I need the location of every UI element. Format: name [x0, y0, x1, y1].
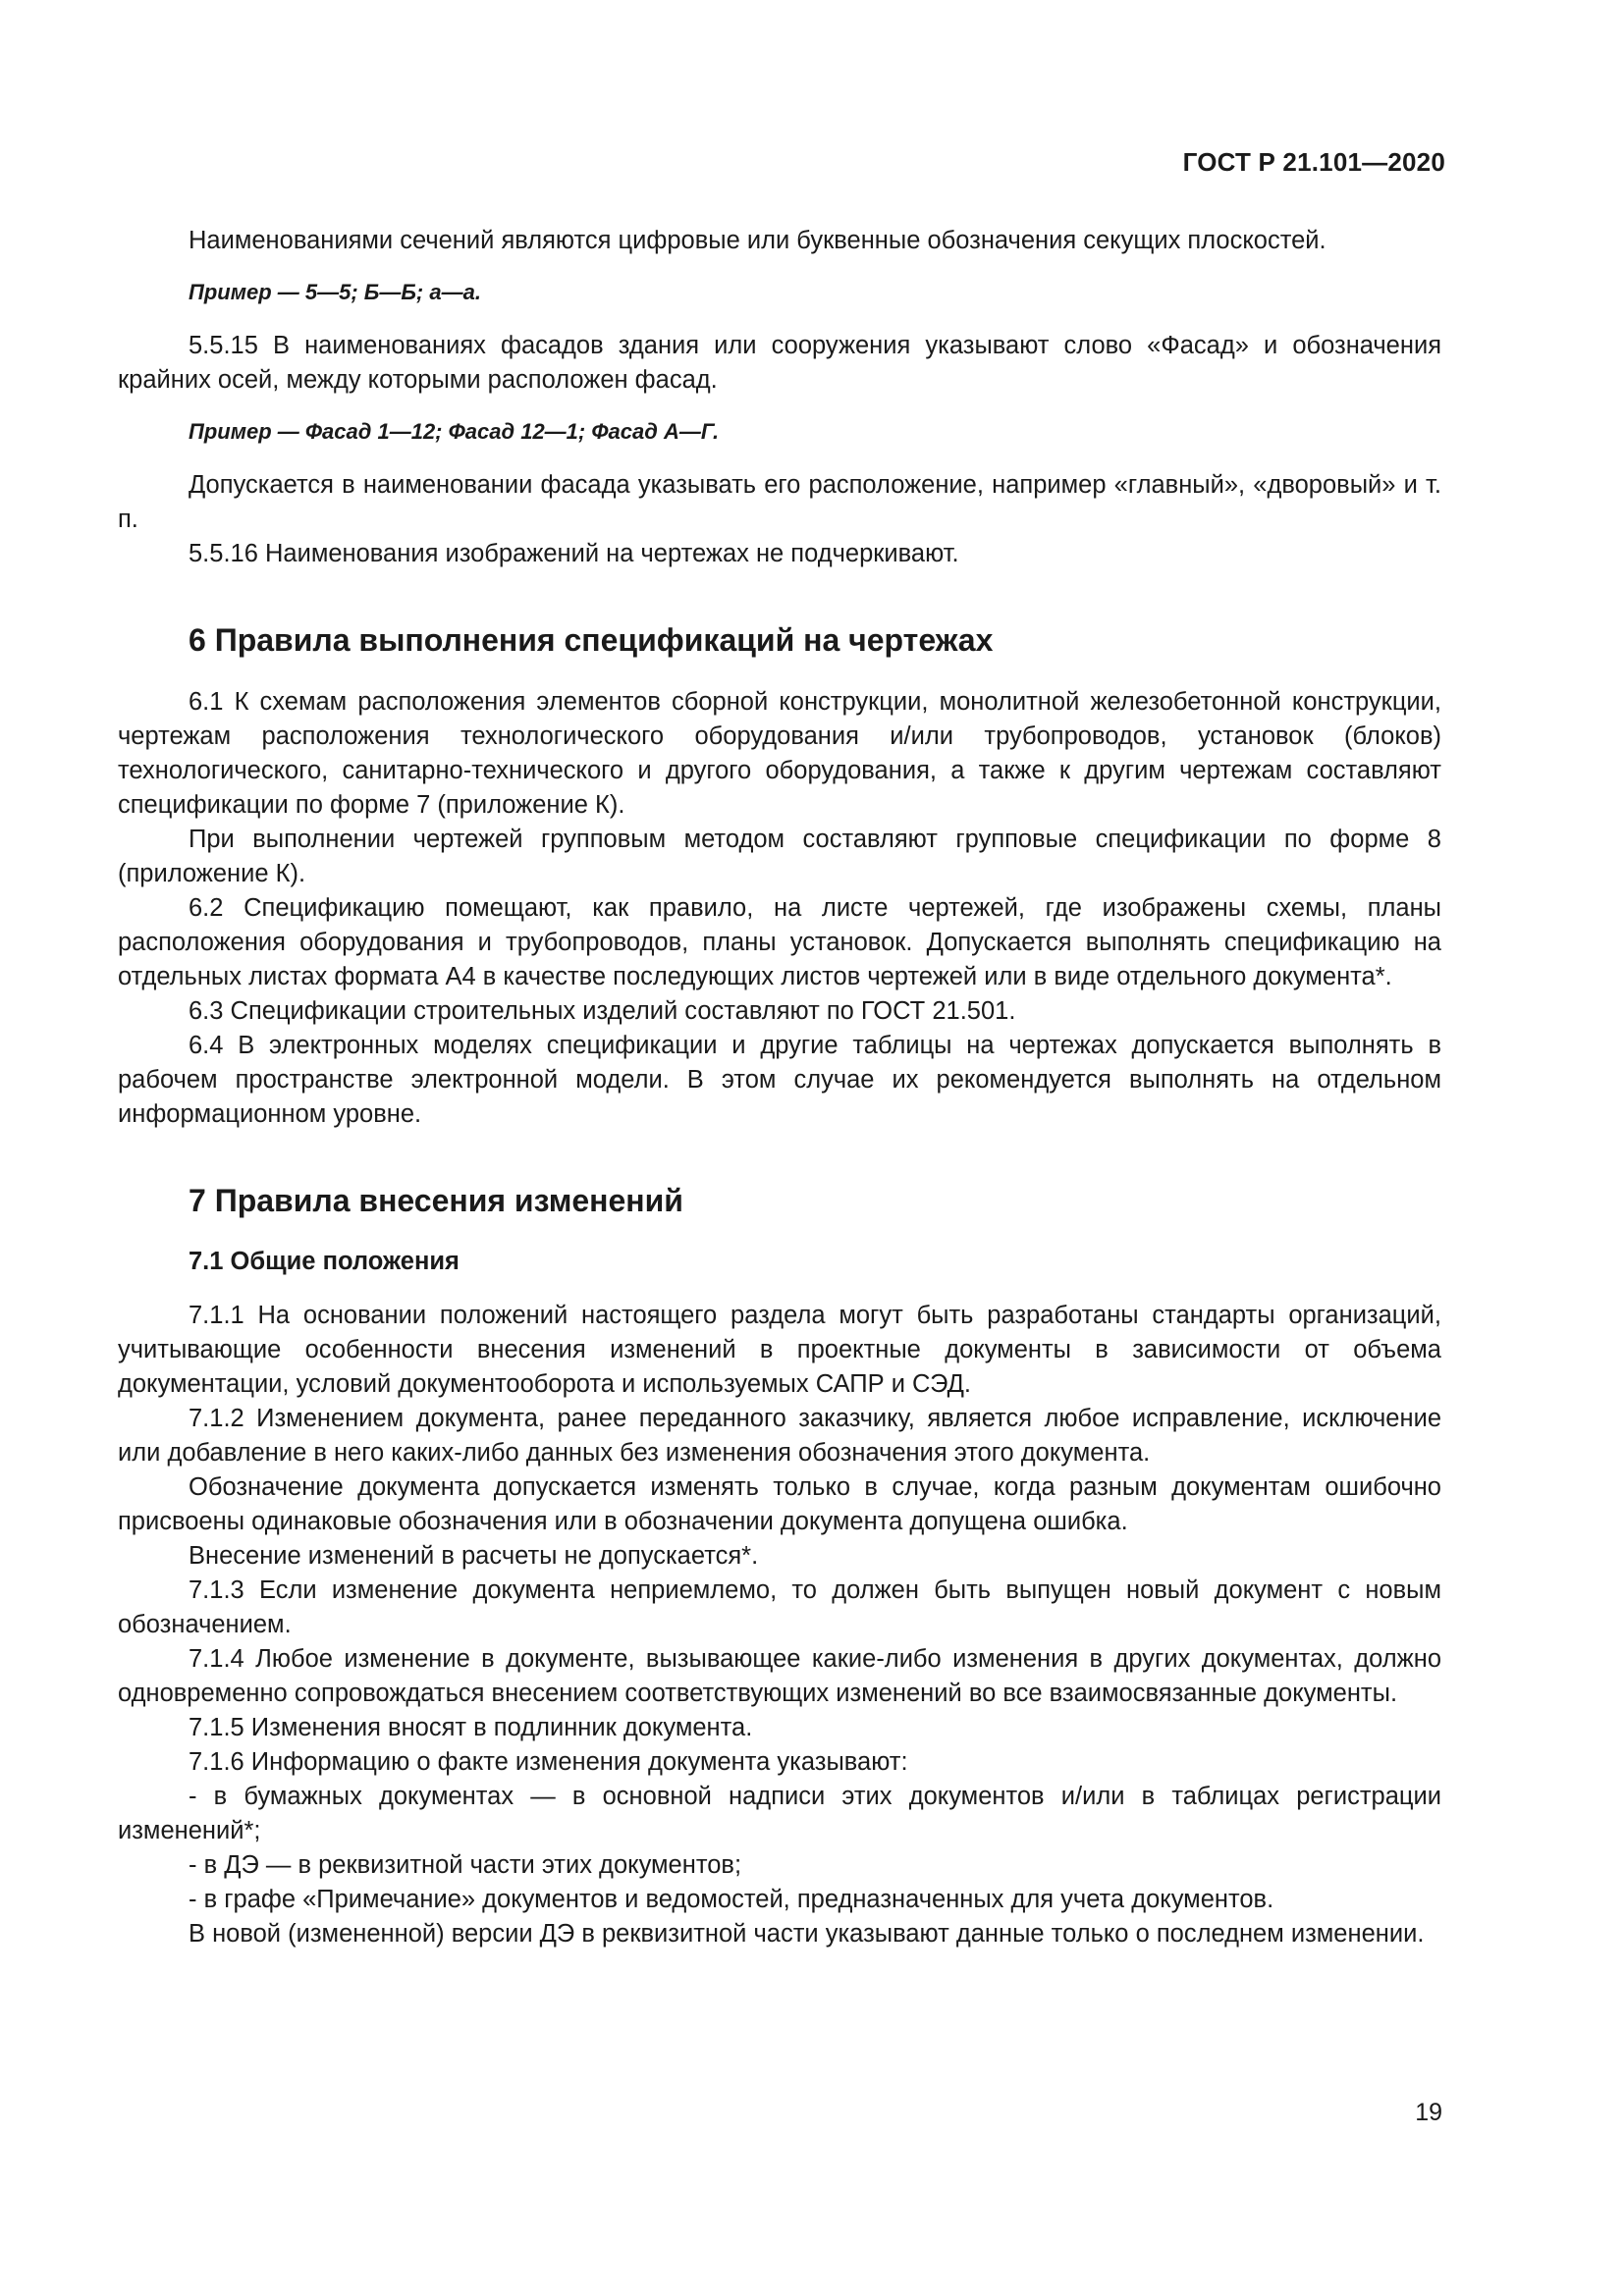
paragraph-7-1-4: 7.1.4 Любое изменение в документе, вызывающее какие-либо изменения в других документах, должно одновременно сопровождаться внесением соответствующих изменений во все взаимосвязанные документы. — [118, 1645, 1441, 1707]
paragraph-6-1: 6.1 К схемам расположения элементов сборной конструкции, монолитной железобетонной конструкции, чертежам расположения технологического оборудования и/или трубопроводов, установок (блоков) технологического, санитарно-технического и другого оборудования, а также к другим чертежам составляют спецификации по форме 7 (приложение К). — [118, 688, 1441, 819]
paragraph-5-5-16: 5.5.16 Наименования изображений на чертежах не подчеркивают. — [189, 540, 959, 567]
page-number: 19 — [1415, 2099, 1442, 2126]
paragraph: В новой (измененной) версии ДЭ в реквизитной части указывают данные только о последнем изменении. — [189, 1920, 1425, 1948]
paragraph-7-1-1: 7.1.1 На основании положений настоящего раздела могут быть разработаны стандарты организаций, учитывающие особенности внесения изменений в проектные документы в зависимости от объема документации, условий документооборота и используемых САПР и СЭД. — [118, 1302, 1441, 1398]
paragraph-6-4: 6.4 В электронных моделях спецификации и другие таблицы на чертежах допускается выполнять в рабочем пространстве электронной модели. В этом случае их рекомендуется выполнять на отдельном информационном уровне. — [118, 1032, 1441, 1128]
paragraph-6-3: 6.3 Спецификации строительных изделий составляют по ГОСТ 21.501. — [189, 997, 1016, 1025]
section-heading-7: 7 Правила внесения изменений — [189, 1183, 683, 1218]
document-body — [118, 224, 1441, 1951]
paragraph: Наименованиями сечений являются цифровые или буквенные обозначения секущих плоскостей. — [189, 227, 1326, 254]
paragraph: Допускается в наименовании фасада указывать его расположение, например «главный», «дворовый» и т. п. — [118, 471, 1441, 533]
list-item: - в ДЭ — в реквизитной части этих документов; — [189, 1851, 742, 1879]
paragraph: Обозначение документа допускается изменять только в случае, когда разным документам ошибочно присвоены одинаковые обозначения или в обозначении документа допущена ошибка. — [118, 1473, 1441, 1535]
example-line: Пример — Фасад 1—12; Фасад 12—1; Фасад А—Г. — [189, 419, 720, 444]
paragraph-6-2: 6.2 Спецификацию помещают, как правило, на листе чертежей, где изображены схемы, планы расположения оборудования и трубопроводов, планы установок. Допускается выполнять спецификацию на отдельных листах формата А4 в качестве последующих листов чертежей или в виде отдельного документа*. — [118, 894, 1441, 990]
section-heading-6: 6 Правила выполнения спецификаций на чертежах — [189, 622, 994, 658]
subsection-heading-7-1: 7.1 Общие положения — [189, 1248, 460, 1275]
document-standard-id: ГОСТ Р 21.101—2020 — [1182, 147, 1445, 177]
paragraph-7-1-5: 7.1.5 Изменения вносят в подлинник документа. — [189, 1714, 753, 1741]
paragraph-7-1-2: 7.1.2 Изменением документа, ранее переданного заказчику, является любое исправление, исключение или добавление в него каких-либо данных без изменения обозначения этого документа. — [118, 1405, 1441, 1467]
paragraph-7-1-3: 7.1.3 Если изменение документа неприемлемо, то должен быть выпущен новый документ с новым обозначением. — [118, 1576, 1441, 1638]
list-item: - в бумажных документах — в основной надписи этих документов и/или в таблицах регистрации изменений*; — [118, 1783, 1441, 1844]
paragraph: При выполнении чертежей групповым методом составляют групповые спецификации по форме 8 (приложение К). — [118, 826, 1441, 887]
paragraph-5-5-15: 5.5.15 В наименованиях фасадов здания или сооружения указывают слово «Фасад» и обозначения крайних осей, между которыми расположен фасад. — [118, 332, 1441, 394]
paragraph-7-1-6: 7.1.6 Информацию о факте изменения документа указывают: — [189, 1748, 908, 1776]
example-line: Пример — 5—5; Б—Б; а—а. — [189, 280, 481, 304]
paragraph: Внесение изменений в расчеты не допускается*. — [189, 1542, 759, 1570]
list-item: - в графе «Примечание» документов и ведомостей, предназначенных для учета документов. — [189, 1886, 1274, 1913]
